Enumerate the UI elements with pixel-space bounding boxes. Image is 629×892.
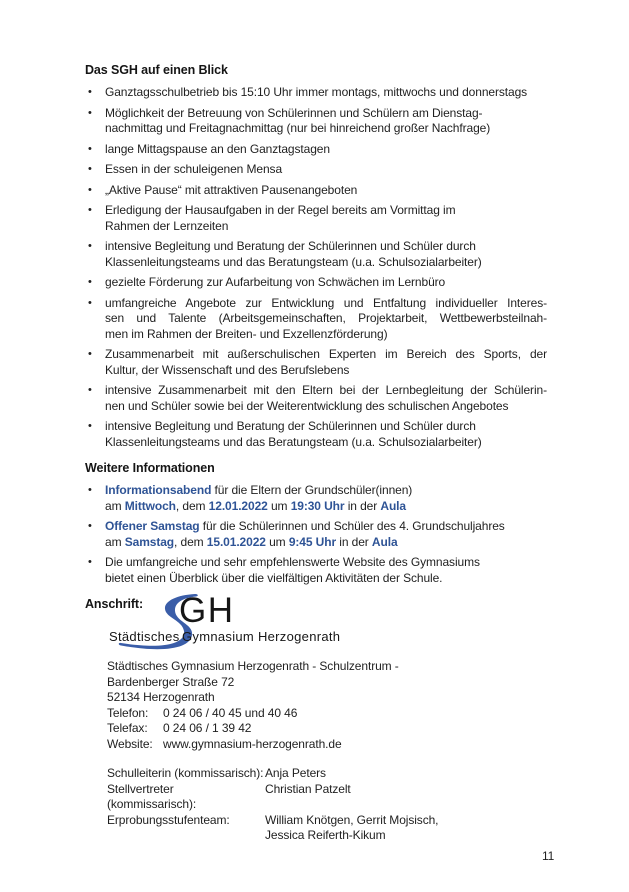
- list-item-text: [105, 296, 547, 343]
- list-item-text: [105, 142, 547, 158]
- plain-text: Die umfangreiche und sehr empfehlenswerte Website des Gymnasiums: [105, 555, 480, 569]
- plain-text: Rahmen der Lernzeiten: [105, 218, 229, 233]
- text-line: [105, 419, 547, 435]
- list-item-text: [105, 239, 547, 270]
- list-item-text: [105, 519, 547, 550]
- plain-text: gezielte Förderung zur Aufarbeitung von Schwächen im Lernbüro: [105, 275, 446, 289]
- text-line: [105, 239, 547, 255]
- list-item-text: [105, 183, 547, 199]
- plain-text: „Aktive Pause“ mit attraktiven Pausenangeboten: [105, 182, 358, 197]
- list-item-text: [105, 106, 547, 137]
- plain-text: nachmittag und Freitagnachmittag (nur bei hinreichend großer Nachfrage): [105, 121, 491, 135]
- staff-block: [107, 766, 547, 844]
- emphasis-text: Informationsabend: [105, 483, 212, 497]
- list-item: [85, 483, 547, 514]
- emphasis-text: Aula: [371, 534, 398, 549]
- list-item: [85, 162, 547, 178]
- bullet-marker: •: [88, 163, 92, 175]
- text-line: [105, 106, 547, 122]
- list-item-text: [105, 419, 547, 450]
- school-logo: [85, 591, 385, 658]
- emphasis-text: 12.01.2022: [208, 498, 268, 513]
- bullet-marker: •: [88, 86, 92, 98]
- text-line: [105, 383, 547, 399]
- bullet-marker: •: [88, 204, 92, 216]
- plain-text: intensive Zusammenarbeit mit den Eltern bei der Lernbegleitung der Schülerin-: [105, 383, 547, 397]
- plain-text: um: [265, 534, 289, 549]
- plain-text: Erledigung der Hausaufgaben in der Regel bereits am Vormittag im: [105, 203, 456, 217]
- list-item: [85, 142, 547, 158]
- plain-text: , dem: [175, 498, 209, 513]
- address-line: Bardenberger Straße 72: [107, 674, 235, 689]
- contact-value: 0 24 06 / 40 45 und 40 46: [163, 705, 298, 720]
- text-line: [105, 535, 547, 551]
- list-item-text: [105, 85, 547, 101]
- staff-value: [265, 813, 438, 844]
- plain-text: Klassenleitungsteams und das Beratungsteam (u.a. Schulsozialarbeiter): [105, 254, 482, 269]
- page-content: [85, 62, 547, 844]
- emphasis-text: Aula: [380, 498, 406, 513]
- list-item: [85, 203, 547, 234]
- text-line: [105, 311, 547, 327]
- list-item-text: [105, 347, 547, 378]
- text-line: [105, 363, 547, 379]
- list-item: [85, 239, 547, 270]
- text-line: [105, 255, 547, 271]
- list-item: [85, 183, 547, 199]
- list-item: [85, 106, 547, 137]
- staff-row-stellvertreter: [107, 782, 547, 813]
- plain-text: Klassenleitungsteams und das Beratungsteam (u.a. Schulsozialarbeiter): [105, 434, 482, 449]
- text-line: [105, 85, 547, 101]
- plain-text: lange Mittagspause an den Ganztagstagen: [105, 141, 330, 156]
- text-line: [105, 519, 547, 535]
- contact-row-telefax: [107, 721, 547, 737]
- text-line: [105, 483, 547, 499]
- emphasis-text: 19:30 Uhr: [290, 498, 345, 513]
- bullet-marker: •: [88, 484, 92, 496]
- bullet-marker: •: [88, 420, 92, 432]
- staff-value: Christian Patzelt: [265, 781, 351, 796]
- staff-value-line: Jessica Reiferth-Kikum: [265, 828, 386, 842]
- section1-title: Das SGH auf einen Blick: [85, 63, 228, 77]
- staff-label: Stellvertreter (kommissarisch):: [107, 781, 197, 811]
- contact-label: Telefon:: [107, 705, 149, 720]
- contact-label: Telefax:: [107, 721, 148, 735]
- bullet-marker: •: [88, 106, 92, 119]
- plain-text: für die Eltern der Grundschüler(innen): [211, 483, 413, 497]
- list-item-text: [105, 555, 547, 586]
- plain-text: für die Schülerinnen und Schüler des 4. Grundschuljahres: [199, 519, 505, 533]
- list-item: [85, 296, 547, 343]
- text-line: [105, 347, 547, 363]
- text-line: [105, 162, 547, 178]
- bullet-marker: •: [88, 556, 92, 568]
- staff-value: Anja Peters: [265, 766, 326, 780]
- plain-text: umfangreiche Angebote zur Entwicklung und Entfaltung individueller Interes-: [105, 295, 547, 310]
- plain-text: intensive Begleitung und Beratung der Schülerinnen und Schüler durch: [105, 239, 476, 253]
- text-line: [105, 183, 547, 199]
- list-item: [85, 419, 547, 450]
- anschrift-block: [85, 591, 547, 658]
- text-line: [105, 555, 547, 571]
- address-line: 52134 Herzogenrath: [107, 690, 215, 704]
- list-item: [85, 275, 547, 291]
- emphasis-text: Samstag: [124, 534, 175, 549]
- staff-row-erprobungsstufenteam: [107, 813, 547, 844]
- staff-label: Erprobungsstufenteam:: [107, 812, 230, 827]
- page-number: 11: [542, 849, 555, 863]
- plain-text: Essen in der schuleigenen Mensa: [105, 162, 283, 176]
- text-line: [105, 435, 547, 451]
- list-item: [85, 519, 547, 550]
- website-url: www.gymnasium-herzogenrath.de: [163, 736, 342, 751]
- text-line: [105, 296, 547, 312]
- plain-text: intensive Begleitung und Beratung der Schülerinnen und Schüler durch: [105, 419, 476, 433]
- bullet-marker: •: [88, 384, 92, 396]
- contact-row-website: [107, 737, 547, 753]
- text-line: [105, 219, 547, 235]
- text-line: [105, 399, 547, 415]
- section1-bullet-list: [85, 85, 547, 450]
- plain-text: in der: [344, 498, 381, 513]
- logo-word-gymnasium-herzogenrath: Gymnasium Herzogenrath: [182, 629, 341, 644]
- contact-row-telefon: [107, 706, 547, 722]
- logo-word-staedtisches: Städtisches: [109, 629, 180, 644]
- list-item: [85, 347, 547, 378]
- text-line: [105, 499, 547, 515]
- bullet-marker: •: [88, 183, 92, 196]
- staff-label: Schulleiterin (kommissarisch):: [107, 766, 264, 780]
- emphasis-text: 9:45 Uhr: [288, 534, 337, 549]
- text-line: [105, 203, 547, 219]
- text-line: [105, 327, 547, 343]
- staff-row-schulleiterin: [107, 766, 547, 782]
- text-line: [105, 571, 547, 587]
- list-item-text: [105, 162, 547, 178]
- plain-text: bietet einen Überblick über die vielfältigen Aktivitäten der Schule.: [105, 570, 443, 585]
- list-item: [85, 555, 547, 586]
- plain-text: nen und Schüler sowie bei der Weiterentwicklung des schulischen Angebotes: [105, 398, 509, 413]
- list-item-text: [105, 383, 547, 414]
- plain-text: Möglichkeit der Betreuung von Schülerinnen und Schülern am Dienstag-: [105, 105, 483, 120]
- bullet-marker: •: [88, 142, 92, 155]
- text-line: [105, 121, 547, 137]
- logo-acronym: GH: [179, 591, 235, 630]
- text-line: [105, 275, 547, 291]
- bullet-marker: •: [88, 520, 92, 532]
- address-block: [107, 659, 547, 752]
- emphasis-text: 15.01.2022: [206, 534, 266, 549]
- emphasis-text: Offener Samstag: [105, 519, 200, 533]
- text-line: [105, 142, 547, 158]
- plain-text: am: [105, 534, 125, 549]
- list-item-text: [105, 275, 547, 291]
- plain-text: in der: [336, 534, 372, 549]
- emphasis-text: Mittwoch: [124, 498, 176, 513]
- contact-value: 0 24 06 / 1 39 42: [163, 721, 252, 735]
- anschrift-label: Anschrift:: [85, 597, 144, 611]
- contact-label: Website:: [107, 736, 153, 751]
- plain-text: Kultur, der Wissenschaft und des Berufslebens: [105, 362, 350, 377]
- section2-bullet-list: [85, 483, 547, 586]
- plain-text: um: [267, 498, 291, 513]
- address-line: Städtisches Gymnasium Herzogenrath - Schulzentrum -: [107, 659, 399, 673]
- plain-text: Zusammenarbeit mit außerschulischen Experten im Bereich des Sports, der: [105, 347, 547, 361]
- bullet-marker: •: [88, 276, 92, 288]
- plain-text: men im Rahmen der Breiten- und Exzellenzförderung): [105, 326, 388, 341]
- plain-text: am: [105, 498, 125, 513]
- list-item: [85, 85, 547, 101]
- list-item-text: [105, 483, 547, 514]
- plain-text: Ganztagsschulbetrieb bis 15:10 Uhr immer montags, mittwochs und donnerstags: [105, 85, 528, 99]
- bullet-marker: •: [88, 348, 92, 360]
- list-item-text: [105, 203, 547, 234]
- staff-value-line: William Knötgen, Gerrit Mojsisch,: [265, 812, 439, 827]
- plain-text: , dem: [174, 534, 207, 549]
- bullet-marker: •: [88, 296, 92, 309]
- plain-text: sen und Talente (Arbeitsgemeinschaften, Projektarbeit, Wettbewerbsteilnah-: [105, 311, 547, 325]
- bullet-marker: •: [88, 240, 92, 252]
- list-item: [85, 383, 547, 414]
- section2-title: Weitere Informationen: [85, 461, 215, 475]
